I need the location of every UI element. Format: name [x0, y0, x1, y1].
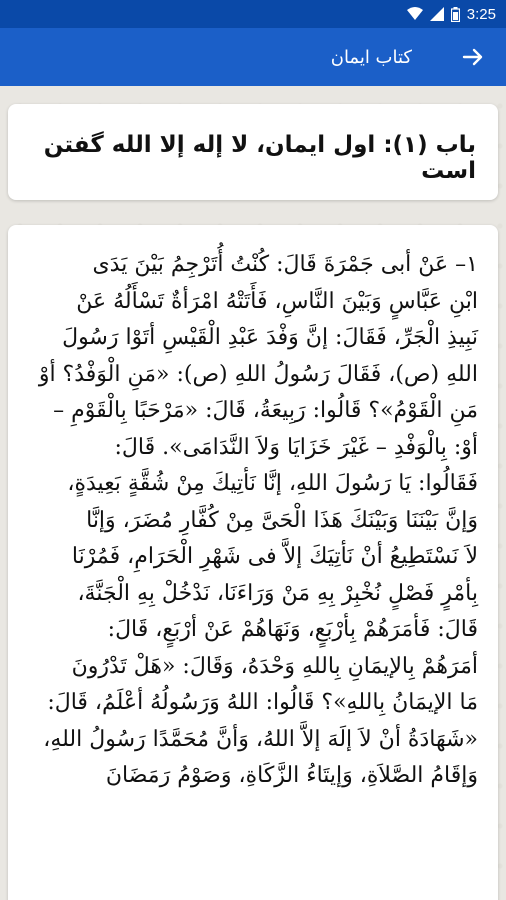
signal-icon: [430, 7, 444, 21]
hadith-line: نَبِيذِ الْجَرِّ، فَقَالَ: إنَّ وَفْدَ عَبْدِ الْقَيْسِ أتَوْا رَسُولَ: [62, 325, 478, 350]
hadith-text: [8, 225, 498, 795]
hadith-line: مَنِ الْقَوْمُ»؟ قَالُوا: رَبِيعَةُ، قَالَ: «مَرْحَبًا بِالْقَوْمِ –: [53, 398, 478, 423]
chapter-card: [8, 104, 498, 200]
hadith-line: ١– عَنْ أبى جَمْرَةَ قَالَ: كُنْتُ أُتَرْجِمُ بَيْنَ يَدَى: [92, 252, 478, 277]
app-bar: [0, 28, 506, 86]
hadith-line: لاَ نَسْتَطِيعُ أنْ نَأتِيَكَ إلاَّ فى شَهْرِ الْحَرَامِ، فَمُرْنَا: [71, 544, 478, 569]
status-time: 3:25: [466, 5, 496, 23]
battery-icon: [451, 7, 460, 22]
hadith-line: ابْنِ عَبَّاسٍ وَبَيْنَ النَّاسِ، فَأَتَتْهُ امْرَأةٌ تَسْأَلُهُ عَنْ: [76, 288, 478, 314]
hadith-line: بِأمْرٍ فَصْلٍ نُخْبِرْ بِهِ مَنْ وَرَاءَنَا، نَدْخُلْ بِهِ الْجَنَّةَ،: [77, 580, 478, 606]
back-button[interactable]: [458, 42, 488, 72]
status-bar: [0, 0, 506, 28]
chapter-title: باب (۱): اول ایمان، لا إله إلا الله گفتن است: [43, 132, 476, 184]
hadith-line: أمَرَهُمْ بِالإيمَانِ بِاللهِ وَحْدَهُ، وَقَالَ: «هَلْ تَدْرُونَ: [71, 653, 478, 679]
hadith-line: قَالَ: فَأمَرَهُمْ بِأرْبَعٍ، وَنَهَاهُمْ عَنْ أرْبَعٍ، قَالَ:: [107, 617, 478, 642]
hadith-card[interactable]: [8, 225, 498, 900]
hadith-line: اللهِ (ص)، فَقَالَ رَسُولُ اللهِ (ص): «مَنِ الْوَفْدُ؟ أوْ: [38, 361, 478, 387]
hadith-line: فَقَالُوا: يَا رَسُولَ اللهِ، إنَّا نَأتِيكَ مِنْ شُقَّةٍ بَعِيدَةٍ،: [67, 471, 478, 496]
wifi-icon: [407, 7, 423, 21]
hadith-line: أوْ: بِالْوَفْدِ – غَيْرَ خَزَايَا وَلاَ النَّدَامَى». قَالَ:: [114, 434, 478, 460]
hadith-line: وَإنَّ بَيْنَنَا وَبَيْنَكَ هَذَا الْحَىَّ مِنْ كُفَّارِ مُضَرَ، وَإنَّا: [86, 507, 478, 533]
hadith-line: مَا الإيمَانُ بِاللهِ»؟ قَالُوا: اللهُ وَرَسُولُهُ أعْلَمُ، قَالَ:: [47, 690, 478, 715]
arrow-right-icon: [462, 46, 484, 68]
hadith-line: «شَهَادَةُ أنْ لاَ إلَهَ إلاَّ اللهُ، وَأنَّ مُحَمَّدًا رَسُولُ اللهِ،: [43, 726, 478, 752]
hadith-line: وَإقَامُ الصَّلاَةِ، وَإيتَاءُ الزَّكَاةِ، وَصَوْمُ رَمَضَانَ: [105, 763, 478, 788]
app-title: کتاب ایمان: [330, 46, 412, 68]
